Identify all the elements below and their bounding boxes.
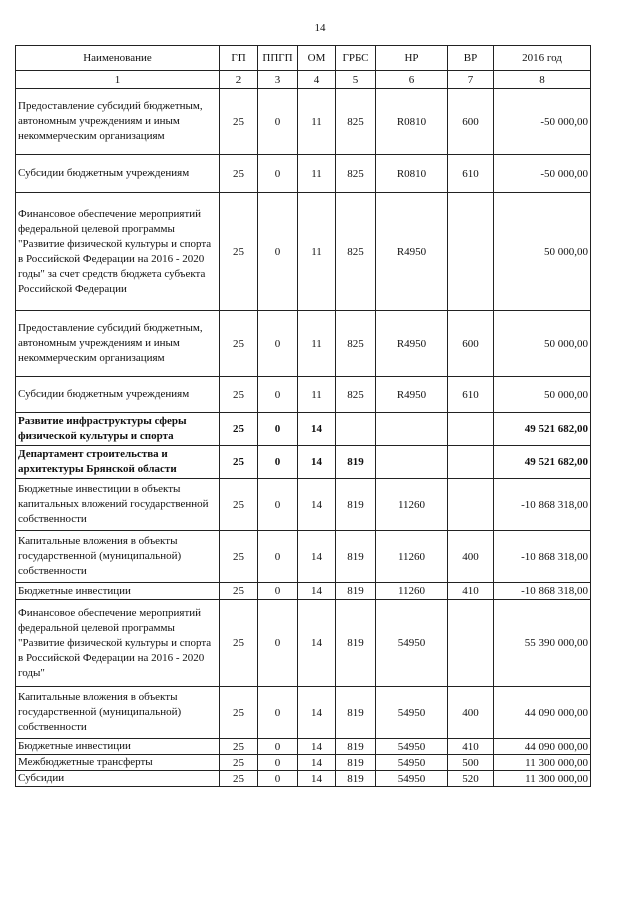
row-vr [448,600,494,687]
row-amount: 44 090 000,00 [494,687,591,739]
column-number: 6 [376,71,448,89]
table-row [16,155,591,193]
row-ppgp: 0 [258,155,298,193]
row-om: 11 [298,193,336,311]
header-year: 2016 год [494,46,591,71]
row-name: Развитие инфраструктуры сферы физической культуры и спорта [16,413,220,446]
row-grbs: 819 [336,687,376,739]
table-row [16,413,591,446]
row-gp: 25 [220,413,258,446]
row-ppgp: 0 [258,479,298,531]
row-ppgp: 0 [258,739,298,755]
header-gp: ГП [220,46,258,71]
row-nr: 11260 [376,479,448,531]
row-name: Предоставление субсидий бюджетным, автономным учреждениям и иным некоммерческим организациям [16,311,220,377]
row-name: Бюджетные инвестиции в объекты капитальных вложений государственной собственности [16,479,220,531]
row-amount: 44 090 000,00 [494,739,591,755]
header-nr: НР [376,46,448,71]
row-name: Субсидии бюджетным учреждениям [16,155,220,193]
table-row [16,531,591,583]
row-grbs: 825 [336,377,376,413]
row-grbs: 819 [336,583,376,600]
row-ppgp: 0 [258,193,298,311]
row-name: Субсидии бюджетным учреждениям [16,377,220,413]
row-nr: 54950 [376,687,448,739]
row-ppgp: 0 [258,531,298,583]
row-name: Капитальные вложения в объекты государственной (муниципальной) собственности [16,531,220,583]
row-amount: 49 521 682,00 [494,446,591,479]
table-body [16,89,591,787]
table-row [16,600,591,687]
table-row [16,89,591,155]
row-om: 14 [298,755,336,771]
row-vr [448,413,494,446]
row-grbs: 819 [336,600,376,687]
column-number: 8 [494,71,591,89]
row-gp: 25 [220,531,258,583]
header-name: Наименование [16,46,220,71]
row-nr: 11260 [376,531,448,583]
row-ppgp: 0 [258,413,298,446]
row-vr: 610 [448,377,494,413]
budget-table [15,45,591,787]
row-vr: 610 [448,155,494,193]
row-nr: R4950 [376,193,448,311]
page-number: 14 [314,22,326,34]
row-ppgp: 0 [258,377,298,413]
row-om: 11 [298,89,336,155]
row-ppgp: 0 [258,446,298,479]
row-om: 11 [298,377,336,413]
header-grbs: ГРБС [336,46,376,71]
row-nr: 54950 [376,600,448,687]
row-om: 11 [298,155,336,193]
row-ppgp: 0 [258,687,298,739]
row-amount: -10 868 318,00 [494,583,591,600]
row-nr [376,446,448,479]
row-gp: 25 [220,755,258,771]
row-ppgp: 0 [258,771,298,787]
row-vr: 520 [448,771,494,787]
row-grbs: 819 [336,739,376,755]
row-om: 14 [298,687,336,739]
column-number: 1 [16,71,220,89]
row-grbs: 825 [336,89,376,155]
table-row [16,446,591,479]
row-amount: -10 868 318,00 [494,531,591,583]
row-gp: 25 [220,193,258,311]
header-row [16,46,591,71]
row-amount: 49 521 682,00 [494,413,591,446]
row-ppgp: 0 [258,89,298,155]
row-ppgp: 0 [258,600,298,687]
row-name: Бюджетные инвестиции [16,739,220,755]
row-amount: -10 868 318,00 [494,479,591,531]
row-grbs: 819 [336,479,376,531]
row-vr: 410 [448,739,494,755]
row-gp: 25 [220,739,258,755]
table-row [16,583,591,600]
row-om: 14 [298,531,336,583]
table-row [16,755,591,771]
row-nr: R0810 [376,89,448,155]
column-number: 3 [258,71,298,89]
row-om: 14 [298,600,336,687]
row-amount: -50 000,00 [494,155,591,193]
row-vr [448,193,494,311]
header-ppgp: ППГП [258,46,298,71]
table-row [16,771,591,787]
row-amount: 11 300 000,00 [494,755,591,771]
row-gp: 25 [220,600,258,687]
row-name: Капитальные вложения в объекты государственной (муниципальной) собственности [16,687,220,739]
column-number: 2 [220,71,258,89]
row-nr: 54950 [376,755,448,771]
row-gp: 25 [220,771,258,787]
column-number: 4 [298,71,336,89]
row-ppgp: 0 [258,583,298,600]
row-grbs: 819 [336,531,376,583]
table-row [16,687,591,739]
row-nr: R4950 [376,377,448,413]
row-nr: 54950 [376,771,448,787]
row-om: 14 [298,413,336,446]
table-row [16,739,591,755]
row-name: Межбюджетные трансферты [16,755,220,771]
row-grbs [336,413,376,446]
row-gp: 25 [220,583,258,600]
row-amount: -50 000,00 [494,89,591,155]
row-vr: 400 [448,687,494,739]
row-grbs: 825 [336,311,376,377]
row-nr: 54950 [376,739,448,755]
row-vr: 400 [448,531,494,583]
row-gp: 25 [220,446,258,479]
row-amount: 50 000,00 [494,193,591,311]
header-vr: ВР [448,46,494,71]
row-name: Бюджетные инвестиции [16,583,220,600]
table-row [16,377,591,413]
table-row [16,479,591,531]
row-name: Предоставление субсидий бюджетным, автономным учреждениям и иным некоммерческим организациям [16,89,220,155]
row-om: 14 [298,446,336,479]
row-om: 14 [298,583,336,600]
column-number-row [16,71,591,89]
row-grbs: 819 [336,446,376,479]
row-om: 14 [298,771,336,787]
row-grbs: 819 [336,771,376,787]
row-ppgp: 0 [258,755,298,771]
row-vr [448,446,494,479]
column-number: 7 [448,71,494,89]
row-name: Финансовое обеспечение мероприятий федеральной целевой программы "Развитие физической культуры и спорта в Российской Федерации на 2016 - 2020 годы" за счет средств бюджета субъекта Российской Федерации [16,193,220,311]
row-amount: 11 300 000,00 [494,771,591,787]
table-row [16,311,591,377]
row-name: Департамент строительства и архитектуры Брянской области [16,446,220,479]
header-om: ОМ [298,46,336,71]
row-vr: 600 [448,89,494,155]
row-amount: 55 390 000,00 [494,600,591,687]
row-vr: 500 [448,755,494,771]
column-number: 5 [336,71,376,89]
row-vr: 410 [448,583,494,600]
row-gp: 25 [220,687,258,739]
row-nr: R0810 [376,155,448,193]
row-grbs: 825 [336,193,376,311]
row-gp: 25 [220,377,258,413]
row-gp: 25 [220,155,258,193]
table-row [16,193,591,311]
row-nr: 11260 [376,583,448,600]
row-amount: 50 000,00 [494,377,591,413]
row-gp: 25 [220,311,258,377]
row-gp: 25 [220,479,258,531]
row-nr [376,413,448,446]
row-vr: 600 [448,311,494,377]
row-name: Финансовое обеспечение мероприятий федеральной целевой программы "Развитие физической культуры и спорта в Российской Федерации на 2016 - 2020 годы" [16,600,220,687]
row-ppgp: 0 [258,311,298,377]
row-name: Субсидии [16,771,220,787]
row-nr: R4950 [376,311,448,377]
row-amount: 50 000,00 [494,311,591,377]
row-grbs: 819 [336,755,376,771]
row-grbs: 825 [336,155,376,193]
row-vr [448,479,494,531]
row-om: 14 [298,739,336,755]
row-om: 14 [298,479,336,531]
row-om: 11 [298,311,336,377]
row-gp: 25 [220,89,258,155]
